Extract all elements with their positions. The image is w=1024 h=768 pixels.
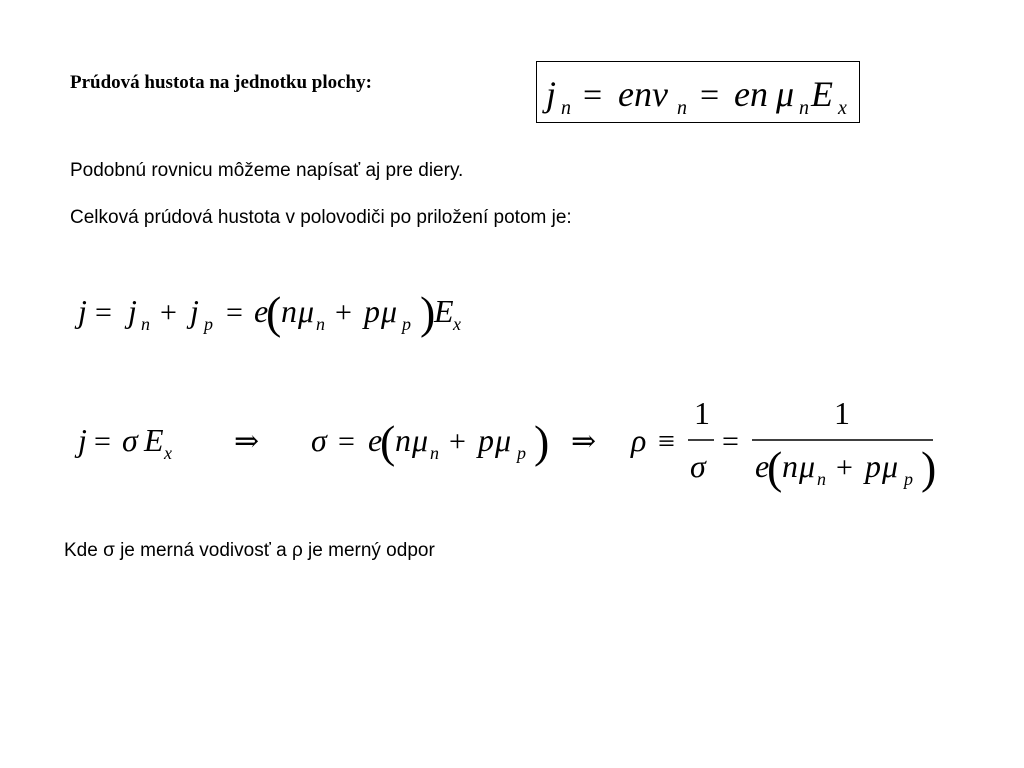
eq3-rparen: ) — [534, 416, 550, 467]
eq2-E: E — [434, 293, 454, 329]
text-line-2: Celková prúdová hustota v polovodiči po priložení potom je: — [70, 207, 572, 228]
eq2-jn: j — [128, 293, 137, 329]
eq2-p: p — [364, 293, 380, 329]
eq3-numerator-1: 1 — [694, 395, 710, 431]
eq3-rho: ρ — [631, 422, 647, 458]
eq3-p: p — [478, 422, 494, 458]
eq3-p2: p — [865, 448, 881, 484]
eq3-j: j — [78, 422, 87, 458]
eq3-equals-1: = — [94, 425, 111, 458]
eq3-equals-2: = — [338, 425, 355, 458]
eq2-e: e — [254, 293, 269, 329]
equation-3 — [74, 395, 936, 493]
eq1-sub-n1: n — [561, 97, 571, 119]
eq2-mu1: μ — [298, 293, 315, 329]
eq3-equiv: ≡ — [658, 425, 675, 458]
eq2-plus2: + — [335, 296, 352, 329]
eq1-en: en — [734, 74, 768, 114]
eq3-mu3: μ — [799, 448, 816, 484]
eq3-plus2: + — [836, 451, 853, 484]
eq3-mu1: μ — [412, 422, 429, 458]
eq2-equals-1: = — [95, 296, 112, 329]
eq3-numerator-2: 1 — [834, 395, 850, 431]
eq3-sub-p: p — [517, 443, 526, 463]
text-line-3: Kde σ je merná vodivosť a ρ je merný odpor — [64, 540, 435, 561]
eq1-equals-2: = — [700, 77, 720, 114]
eq3-sub-n2: n — [817, 469, 826, 489]
eq3-lparen2: ( — [767, 442, 783, 493]
eq2-plus: + — [160, 296, 177, 329]
eq2-n: n — [281, 293, 297, 329]
eq1-sub-x: x — [838, 97, 847, 119]
heading: Prúdová hustota na jednotku plochy: — [70, 72, 372, 93]
eq1-j: j — [546, 74, 557, 114]
eq2-sub-n: n — [141, 314, 150, 334]
eq2-lparen: ( — [266, 287, 282, 338]
eq3-sigma: σ — [122, 422, 138, 458]
eq1-sub-n2: n — [677, 97, 687, 119]
eq3-implies-2: ⇒ — [571, 425, 597, 458]
eq2-sub-n2: n — [316, 314, 325, 334]
eq3-sigma2: σ — [311, 422, 327, 458]
eq1-E: E — [811, 74, 833, 114]
eq3-lparen: ( — [380, 416, 396, 467]
eq3-e: e — [368, 422, 383, 458]
eq3-sigma3: σ — [690, 448, 706, 484]
eq1-mu: μ — [776, 74, 795, 114]
eq1-env: env — [618, 74, 668, 114]
eq2-equals-2: = — [226, 296, 243, 329]
eq2-mu2: μ — [381, 293, 398, 329]
eq3-equals-3: = — [722, 425, 739, 458]
eq2-rparen: ) — [420, 287, 436, 338]
eq3-sub-n: n — [430, 443, 439, 463]
eq1-equals-1: = — [583, 77, 603, 114]
eq1-sub-n3: n — [799, 97, 809, 119]
equation-2 — [74, 287, 461, 338]
text-line-1: Podobnú rovnicu môžeme napísať aj pre diery. — [70, 160, 464, 181]
eq3-n: n — [395, 422, 411, 458]
eq3-implies-1: ⇒ — [234, 425, 260, 458]
equation-1 — [542, 74, 847, 119]
eq2-sub-x: x — [453, 314, 461, 334]
eq3-plus: + — [449, 425, 466, 458]
eq2-sub-p: p — [204, 314, 213, 334]
eq2-sub-p2: p — [402, 314, 411, 334]
eq3-mu2: μ — [495, 422, 512, 458]
eq3-n2: n — [782, 448, 798, 484]
eq3-mu4: μ — [882, 448, 899, 484]
eq3-sub-p2: p — [904, 469, 913, 489]
eq2-j: j — [78, 293, 87, 329]
eq2-jp: j — [190, 293, 199, 329]
eq3-E: E — [144, 422, 164, 458]
eq3-sub-x: x — [164, 443, 172, 463]
eq3-e2: e — [755, 448, 770, 484]
eq3-rparen2: ) — [921, 442, 937, 493]
